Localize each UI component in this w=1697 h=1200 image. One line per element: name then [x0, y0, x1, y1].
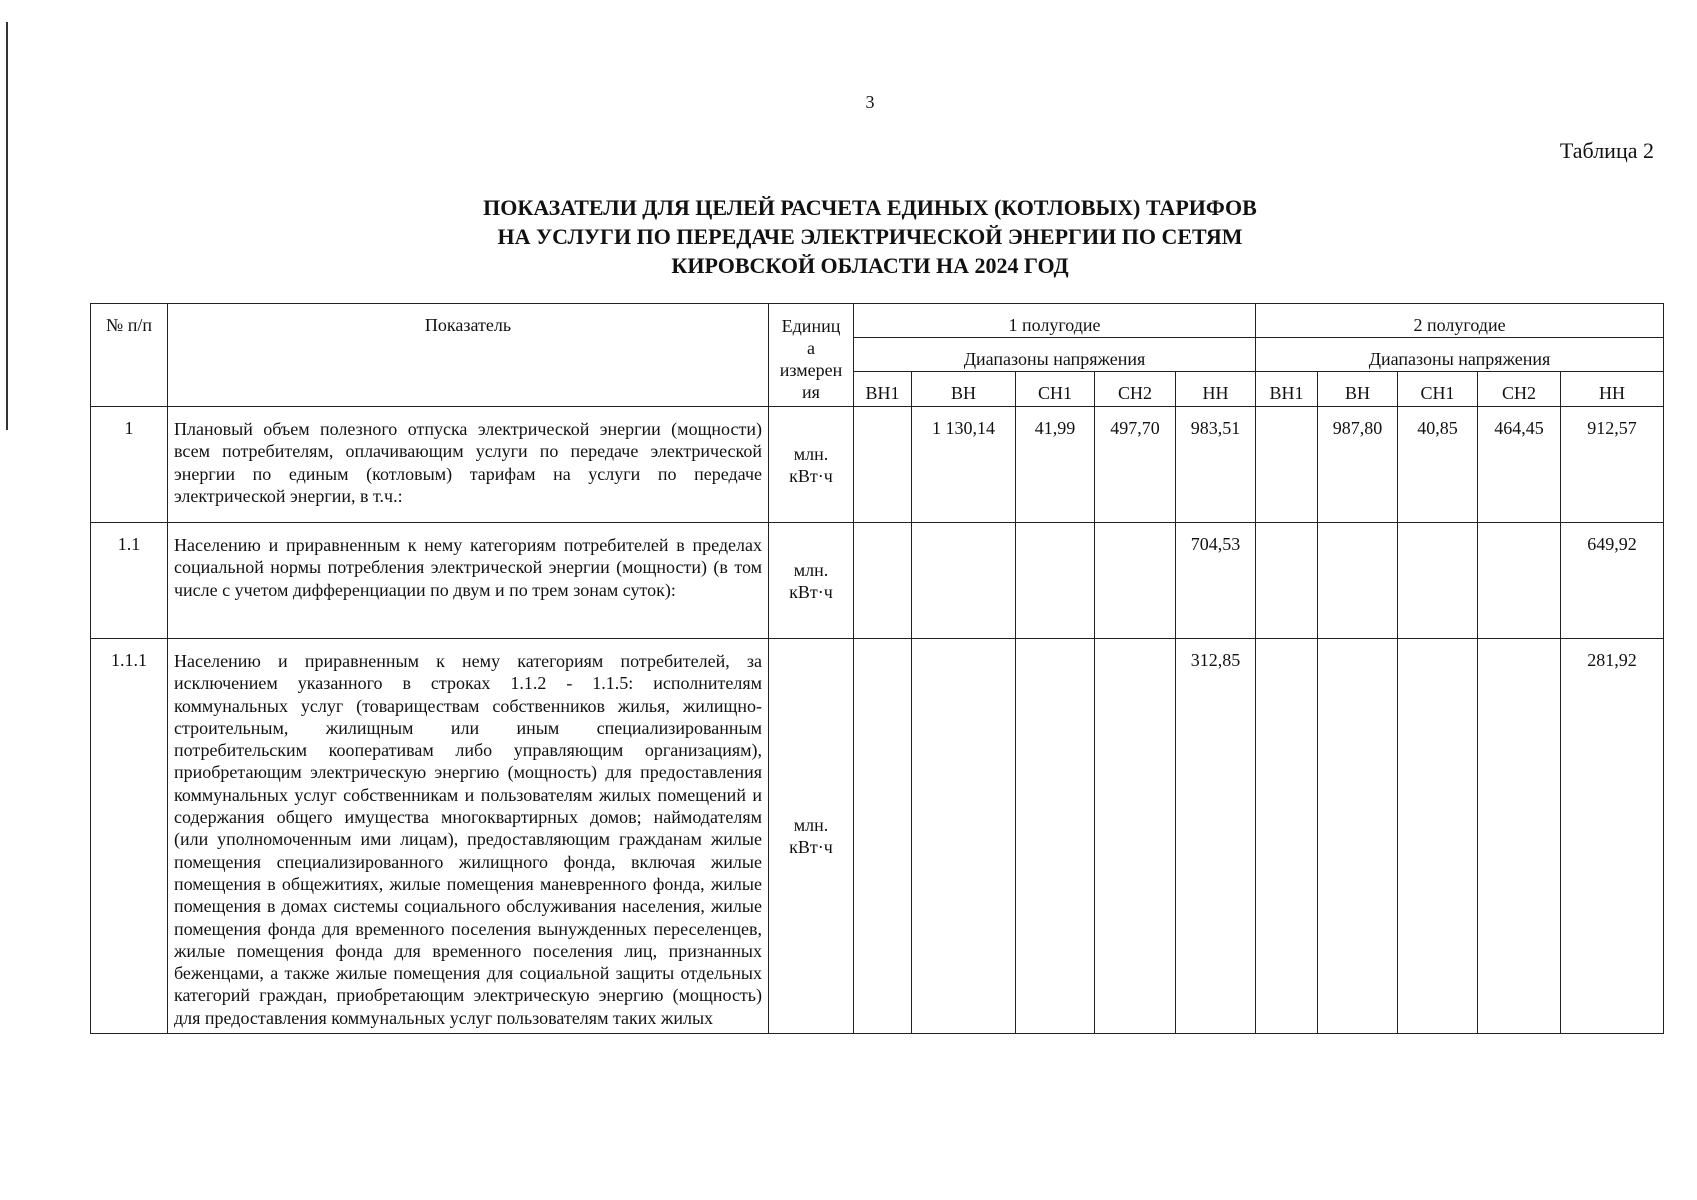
document-title — [0, 193, 1697, 280]
value-cell — [1095, 523, 1176, 639]
row-indicator: Населению и приравненным к нему категориям потребителей, за исключением указанного в строках 1.1.2 - 1.1.5: исполнителям коммунальных услуг (товариществам собственников жилья, жилищно-строительным, жилищным или иным специализированным потребительским кооперативам либо управляющим организациям), приобретающим электрическую энергию (мощность) для предоставления коммунальных услуг собственникам и пользователям жилых помещений и содержания общего имущества многоквартирных домов; наймодателям (или уполномоченным ими лицам), предоставляющим гражданам жилые помещения специализированного жилищного фонда, включая жилые помещения в общежитиях, жилые помещения маневренного фонда, жилые помещения в домах системы социального обслуживания населения, жилые помещения фонда для временного поселения вынужденных переселенцев, жилые помещения фонда для временного поселения лиц, признанных беженцами, а также жилые помещения для социальной защиты отдельных категорий граждан, приобретающим электрическую энергию (мощность) для предоставления коммунальных услуг пользователям таких жилых — [168, 639, 769, 1034]
col-header-sn1: СН1 — [1398, 372, 1478, 407]
col-header-num: № п/п — [91, 304, 168, 407]
title-line: НА УСЛУГИ ПО ПЕРЕДАЧЕ ЭЛЕКТРИЧЕСКОЙ ЭНЕРГИИ ПО СЕТЯМ — [497, 224, 1243, 249]
value-cell — [1095, 639, 1176, 1034]
value-cell — [1016, 523, 1095, 639]
col-header-half2: 2 полугодие — [1256, 304, 1664, 338]
value-cell: 464,45 — [1478, 407, 1561, 523]
value-cell: 704,53 — [1176, 523, 1256, 639]
unit-header-line: Единиц — [781, 316, 841, 336]
unit-header-line: ия — [802, 382, 820, 402]
title-line: КИРОВСКОЙ ОБЛАСТИ НА 2024 ГОД — [671, 253, 1069, 278]
value-cell — [912, 523, 1016, 639]
table-row — [91, 639, 1664, 1034]
row-unit — [769, 639, 854, 1034]
page-number: 3 — [865, 92, 875, 112]
value-cell: 649,92 — [1561, 523, 1664, 639]
unit-line: млн. — [793, 443, 829, 464]
col-header-sn2: СН2 — [1478, 372, 1561, 407]
value-cell — [912, 639, 1016, 1034]
value-cell — [1256, 407, 1318, 523]
value-cell — [1318, 523, 1398, 639]
col-header-sn1: СН1 — [1016, 372, 1095, 407]
unit-line: кВт·ч — [789, 837, 833, 858]
value-cell: 312,85 — [1176, 639, 1256, 1034]
col-header-indicator: Показатель — [168, 304, 769, 407]
row-indicator: Населению и приравненным к нему категориям потребителей в пределах социальной нормы потребления электрической энергии (мощности) (в том числе с учетом дифференциации по двум и по трем зонам суток): — [168, 523, 769, 639]
col-header-vn1: ВН1 — [1256, 372, 1318, 407]
value-cell — [1256, 523, 1318, 639]
title-line: ПОКАЗАТЕЛИ ДЛЯ ЦЕЛЕЙ РАСЧЕТА ЕДИНЫХ (КОТЛОВЫХ) ТАРИФОВ — [483, 195, 1257, 220]
col-header-ranges-half2: Диапазоны напряжения — [1256, 338, 1664, 372]
col-header-nn: НН — [1561, 372, 1664, 407]
col-header-half1: 1 полугодие — [854, 304, 1256, 338]
col-header-vn: ВН — [1318, 372, 1398, 407]
col-header-vn1: ВН1 — [854, 372, 912, 407]
value-cell — [1478, 523, 1561, 639]
unit-line: млн. — [793, 815, 829, 836]
col-header-ranges-half1: Диапазоны напряжения — [854, 338, 1256, 372]
value-cell — [1478, 639, 1561, 1034]
unit-header-line: а — [807, 338, 815, 358]
value-cell: 41,99 — [1016, 407, 1095, 523]
row-indicator: Плановый объем полезного отпуска электрической энергии (мощности) всем потребителям, оплачивающим услуги по передаче электрической энергии по единым (котловым) тарифам на услуги по передаче электрической энергии, в т.ч.: — [168, 407, 769, 523]
unit-header-line: измерен — [779, 360, 843, 380]
table-label: Таблица 2 — [1559, 138, 1654, 163]
col-header-nn: НН — [1176, 372, 1256, 407]
value-cell — [1318, 639, 1398, 1034]
row-number: 1 — [91, 407, 168, 523]
row-number: 1.1.1 — [91, 639, 168, 1034]
value-cell — [854, 407, 912, 523]
col-header-sn2: СН2 — [1095, 372, 1176, 407]
value-cell: 987,80 — [1318, 407, 1398, 523]
unit-line: млн. — [793, 559, 829, 580]
value-cell — [1016, 639, 1095, 1034]
value-cell: 1 130,14 — [912, 407, 1016, 523]
value-cell — [854, 639, 912, 1034]
row-number: 1.1 — [91, 523, 168, 639]
value-cell: 281,92 — [1561, 639, 1664, 1034]
value-cell: 497,70 — [1095, 407, 1176, 523]
value-cell: 983,51 — [1176, 407, 1256, 523]
value-cell — [854, 523, 912, 639]
unit-line: кВт·ч — [789, 465, 833, 486]
row-unit — [769, 407, 854, 523]
table-row — [91, 407, 1664, 523]
value-cell — [1398, 639, 1478, 1034]
value-cell: 912,57 — [1561, 407, 1664, 523]
value-cell: 40,85 — [1398, 407, 1478, 523]
col-header-unit — [769, 304, 854, 407]
unit-line: кВт·ч — [789, 581, 833, 602]
value-cell — [1256, 639, 1318, 1034]
table-row — [91, 523, 1664, 639]
col-header-vn: ВН — [912, 372, 1016, 407]
value-cell — [1398, 523, 1478, 639]
row-unit — [769, 523, 854, 639]
tariff-indicators-table — [90, 303, 1664, 1034]
